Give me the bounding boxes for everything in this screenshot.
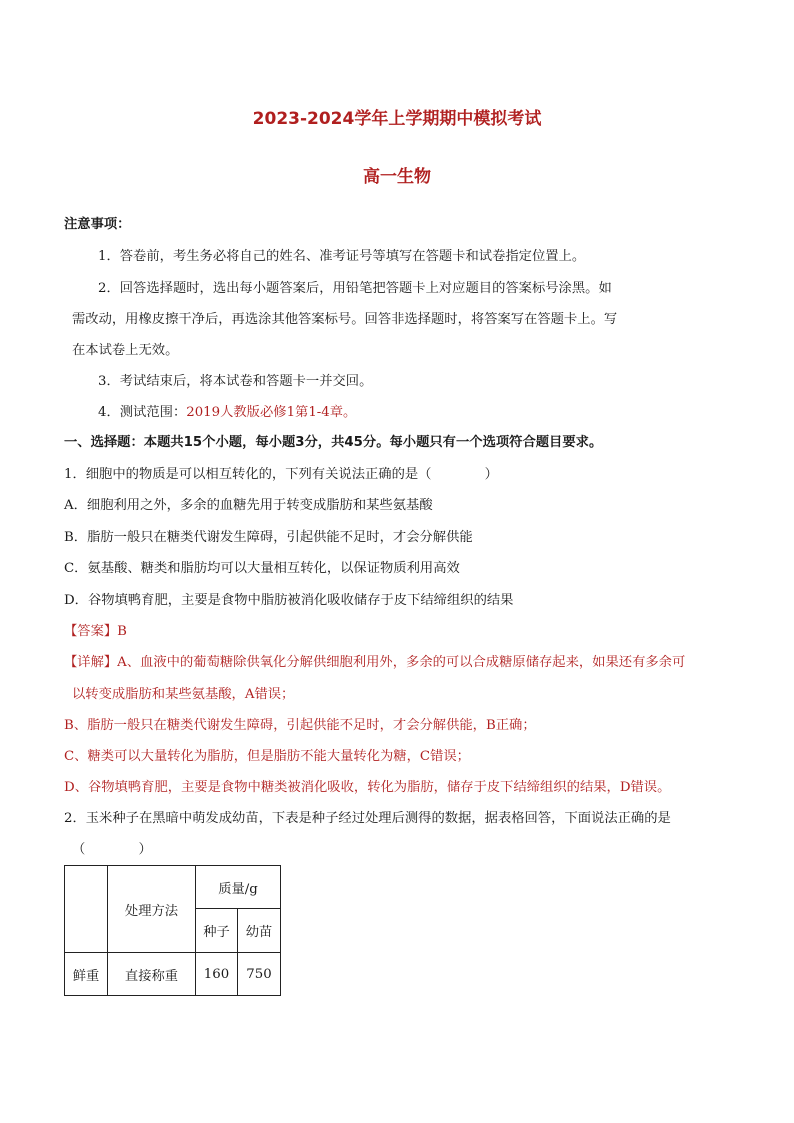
q1-detail-line-1: 【详解】A、血液中的葡萄糖除供氧化分解供细胞利用外，多余的可以合成糖原储存起来，如果还有多余可 — [64, 655, 686, 670]
note-item-4-prefix: 4．测试范围： — [98, 405, 187, 420]
section-heading: 一、选择题：本题共15个小题，每小题3分，共45分。每小题只有一个选项符合题目要求。 — [64, 435, 603, 450]
table-row-label: 鲜重 — [65, 953, 108, 996]
q1-stem: 1．细胞中的物质是可以相互转化的，下列有关说法正确的是（ ） — [64, 467, 498, 482]
note-item-4 — [98, 404, 356, 422]
table-corner-cell — [65, 866, 108, 953]
q1-option-b: B．脂肪一般只在糖类代谢发生障碍，引起供能不足时，才会分解供能 — [64, 530, 473, 545]
note-item-1: 1．答卷前，考生务必将自己的姓名、准考证号等填写在答题卡和试卷指定位置上。 — [98, 249, 586, 264]
q2-stem-line-1: 2．玉米种子在黑暗中萌发成幼苗，下表是种子经过处理后测得的数据，据表格回答，下面说法正确的是 — [64, 811, 671, 826]
table-header-mass: 质量/g — [196, 866, 281, 909]
table-cell-seed: 160 — [196, 953, 238, 996]
q2-stem-line-2: （ ） — [72, 842, 152, 857]
table-header-seed: 种子 — [196, 909, 238, 953]
q1-detail-b: B、脂肪一般只在糖类代谢发生障碍，引起供能不足时，才会分解供能，B正确； — [64, 718, 536, 733]
table-header-seedling: 幼苗 — [238, 909, 281, 953]
table-row-method: 直接称重 — [108, 953, 196, 996]
q1-detail-line-2: 以转变成脂肪和某些氨基酸，A错误； — [72, 687, 295, 702]
q1-answer: 【答案】B — [64, 624, 127, 639]
note-item-2-line-3: 在本试卷上无效。 — [72, 343, 179, 358]
table-row — [65, 953, 281, 996]
test-scope: 2019人教版必修1第1-4章。 — [186, 405, 357, 420]
q1-option-a: A．细胞利用之外，多余的血糖先用于转变成脂肪和某些氨基酸 — [64, 498, 433, 513]
q1-option-d: D．谷物填鸭育肥，主要是食物中脂肪被消化吸收储存于皮下结缔组织的结果 — [64, 593, 514, 608]
table-cell-seedling: 750 — [238, 953, 281, 996]
q1-option-c: C．氨基酸、糖类和脂肪均可以大量相互转化，以保证物质利用高效 — [64, 561, 460, 576]
notes-heading: 注意事项： — [64, 217, 131, 232]
note-item-3: 3．考试结束后，将本试卷和答题卡一并交回。 — [98, 374, 373, 389]
note-item-2-line-2: 需改动，用橡皮擦干净后，再选涂其他答案标号。回答非选择题时，将答案写在答题卡上。写 — [72, 312, 618, 327]
table-header-method: 处理方法 — [108, 866, 196, 953]
q2-data-table — [64, 865, 281, 996]
note-item-2-line-1: 2．回答选择题时，选出每小题答案后，用铅笔把答题卡上对应题目的答案标号涂黑。如 — [98, 281, 612, 296]
exam-subject: 高一生物 — [363, 167, 431, 187]
q1-detail-c: C、糖类可以大量转化为脂肪，但是脂肪不能大量转化为糖，C错误； — [64, 749, 470, 764]
exam-title: 2023-2024学年上学期期中模拟考试 — [252, 109, 542, 129]
q1-detail-d: D、谷物填鸭育肥，主要是食物中糖类被消化吸收，转化为脂肪，储存于皮下结缔组织的结果，D错误。 — [64, 780, 671, 795]
